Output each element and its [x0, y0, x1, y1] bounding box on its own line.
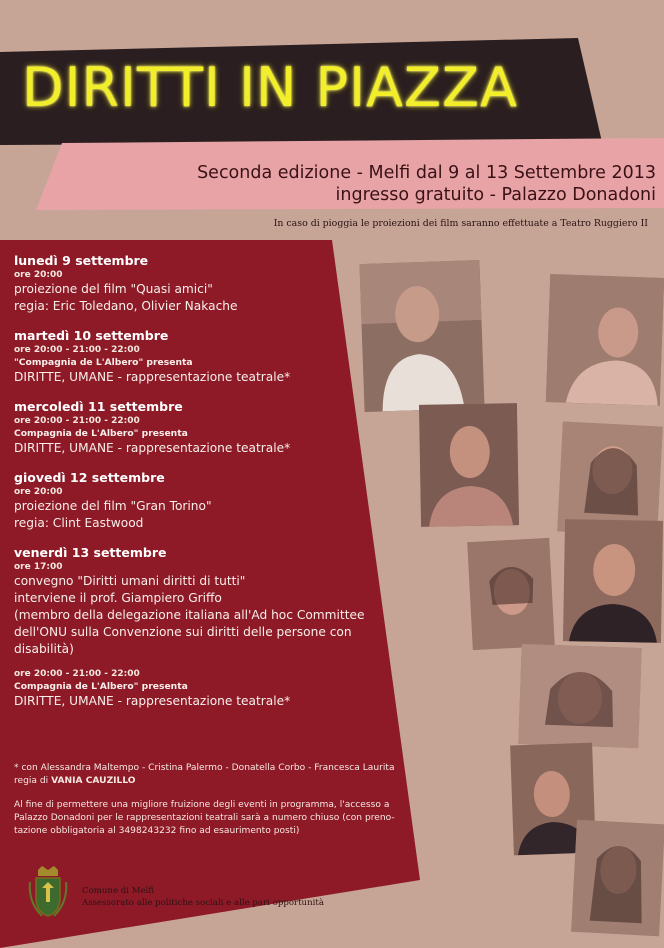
event-time: ore 20:00 - 21:00 - 22:00	[14, 345, 140, 355]
event-day: mercoledì 11 settembre	[14, 399, 183, 414]
event-director: regia: Eric Toledano, Olivier Nakache	[14, 299, 238, 313]
director-line	[14, 775, 395, 788]
subtitle-entry: ingresso gratuito - Palazzo Donadoni	[335, 185, 656, 205]
show-suffix: - rappresentazione teatrale*	[113, 694, 291, 708]
event-time-2: ore 20:00 - 21:00 - 22:00	[14, 669, 140, 679]
photo-young-woman-3	[518, 644, 641, 748]
event-speaker	[14, 590, 344, 607]
event-presenter: "Compagnia de L'Albero" presenta	[14, 357, 193, 368]
event-time: ore 20:00	[14, 487, 63, 497]
show-title: DIRITTE, UMANE	[14, 441, 114, 455]
event-day: lunedì 9 settembre	[14, 253, 149, 268]
event-description: proiezione del film "Quasi amici"	[14, 282, 213, 296]
speaker-prefix: interviene il prof.	[14, 591, 122, 605]
event-show	[14, 693, 344, 710]
footer-text	[82, 885, 324, 909]
event-director: regia: Clint Eastwood	[14, 516, 144, 530]
photo-young-woman-4	[571, 820, 664, 936]
rain-note: In caso di pioggia le proiezioni dei film saranno effettuate a Teatro Ruggiero II	[273, 218, 648, 229]
cast-names: Alessandra Maltempo - Cristina Palermo - Donatella Corbo - Francesca Laurita	[40, 763, 395, 773]
event-show	[14, 440, 344, 457]
event-presenter: Compagnia de L'Albero" presenta	[14, 428, 188, 439]
show-suffix: - rappresentazione teatrale*	[113, 370, 291, 384]
event-thursday	[14, 469, 344, 532]
photo-young-man-2	[563, 519, 663, 643]
event-wednesday	[14, 398, 344, 457]
access-note: Al fine di permettere una migliore fruizione degli eventi in programma, l'accesso a Palazzo Donadoni per le rappresentazioni teatrali sarà a numero chiuso (con preno-tazione obbligatoria al 3498243232 fino ad esaurimento posti)	[14, 800, 395, 836]
event-friday	[14, 544, 365, 710]
event-show	[14, 369, 344, 386]
schedule	[14, 252, 365, 722]
photo-old-woman	[546, 274, 664, 406]
event-description: proiezione del film "Gran Torino"	[14, 499, 212, 513]
event-day: martedì 10 settembre	[14, 328, 169, 343]
speaker-name: Giampiero Griffo	[121, 591, 222, 605]
event-presenter: Compagnia de L'Albero" presenta	[14, 681, 188, 692]
footer-municipality: Comune di Melfi	[82, 886, 155, 896]
footer-department: Assessorato alle politiche sociali e alle pari opportunità	[82, 898, 324, 908]
event-day: giovedì 12 settembre	[14, 470, 165, 485]
show-suffix: - rappresentazione teatrale*	[113, 441, 291, 455]
cast-prefix: * con	[14, 763, 41, 773]
event-description: convegno "Diritti umani diritti di tutti"	[14, 574, 246, 588]
credits	[14, 762, 395, 788]
photo-young-man-1	[419, 403, 519, 527]
photo-young-woman-2	[467, 538, 555, 650]
show-title: DIRITTE, UMANE	[14, 694, 114, 708]
event-time: ore 20:00 - 21:00 - 22:00	[14, 416, 140, 426]
event-monday	[14, 252, 344, 315]
director-name: VANIA CAUZILLO	[51, 776, 136, 786]
cast-line	[14, 762, 395, 775]
subtitle-edition: Seconda edizione - Melfi dal 9 al 13 Settembre 2013	[197, 163, 656, 183]
melfi-crest-icon	[28, 866, 68, 920]
photo-old-man	[359, 260, 484, 412]
event-day: venerdì 13 settembre	[14, 545, 167, 560]
event-time: ore 20:00	[14, 270, 63, 280]
director-prefix: regia di	[14, 776, 52, 786]
event-tuesday	[14, 327, 344, 386]
speaker-description: (membro della delegazione italiana all'Ad hoc Committee dell'ONU sulla Convenzione sui diritti delle persone con disabilità)	[14, 608, 365, 656]
event-time: ore 17:00	[14, 562, 63, 572]
poster-title: DIRITTI IN PIAZZA	[22, 56, 518, 119]
show-title: DIRITTE, UMANE	[14, 370, 114, 384]
